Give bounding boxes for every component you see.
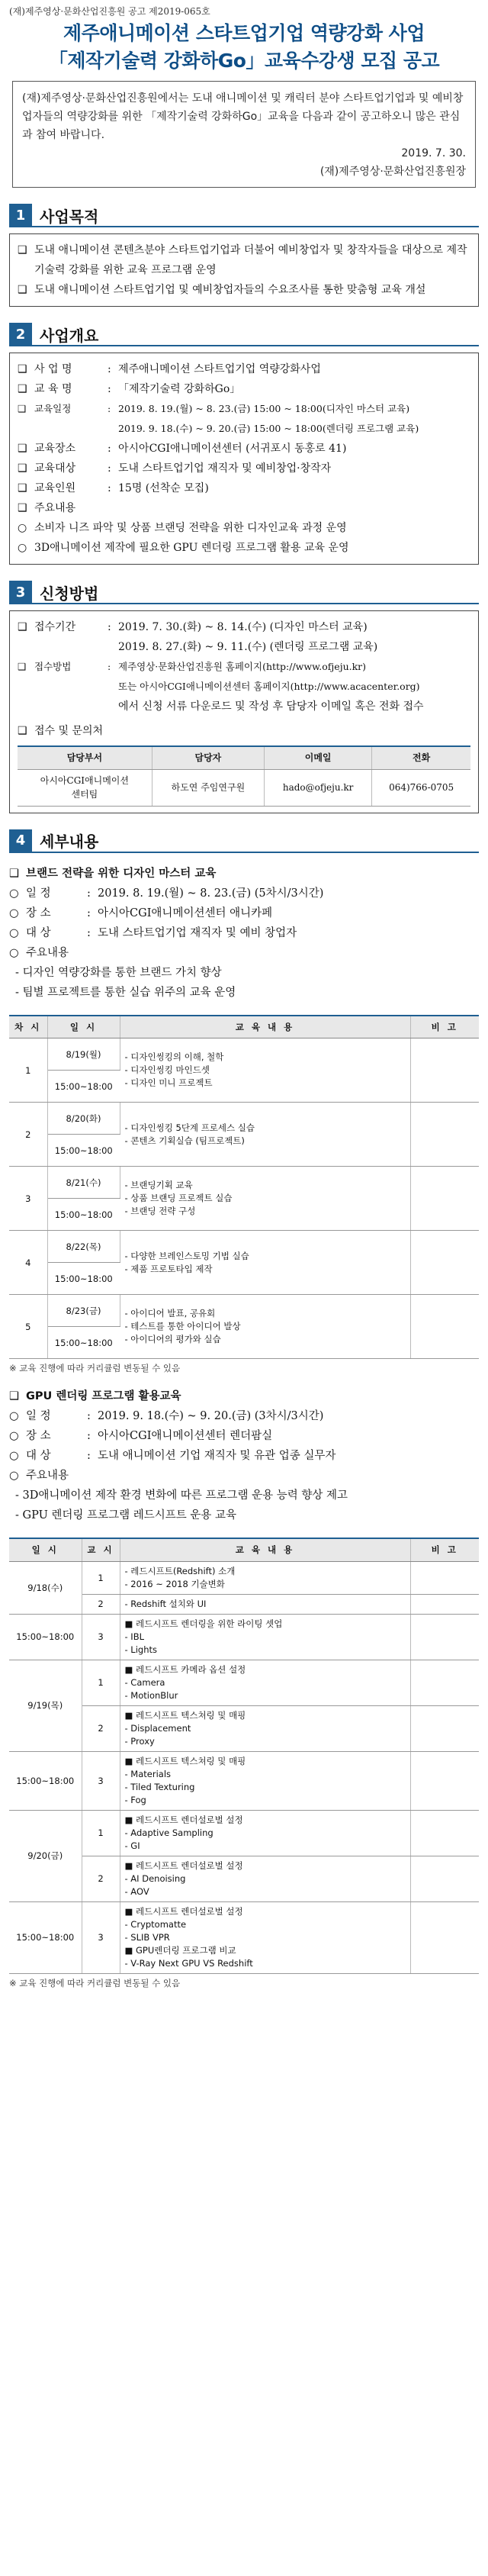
- session-content: [120, 1856, 410, 1901]
- content-list: [120, 1706, 410, 1751]
- content-item: - 디자인씽킹 5단계 프로세스 실습: [124, 1122, 255, 1133]
- gpu-course-info: ❑ GPU 렌더링 프로그램 활용교육 ○ 일 정 : 2019. 9. 18.(수) ~ 9. 20.(금) (3차시/3시간) ○ 장 소 : 아시아CGI애니메이션센터 렌더팜실 ○ 대 상 : 도내 애니메이션 기업 재직자 및 유관 업종 실무자 ○ 주요내용 - 3D애니메이션 제작 환경 변화에 따른 프로그램 운용 능력 향상 제고 - GPU 렌더링 프로그램 레드시프트 운용 교육: [9, 1386, 479, 1525]
- title-block: [9, 17, 479, 75]
- design-table-note: ※ 교육 진행에 따라 커리큘럼 변동될 수 있음: [9, 1363, 181, 1373]
- field-value: 제주애니메이션 스타트업기업 역량강화사업: [118, 363, 321, 375]
- course-title: 브랜드 전략을 위한 디자인 마스터 교육: [26, 867, 217, 880]
- contact-dept: 아시아CGI애니메이션 센터팀: [18, 769, 152, 806]
- circle-bullet-icon: ○: [9, 1450, 19, 1462]
- session-content: [120, 1038, 410, 1103]
- checkbox-bullet-icon: ❑: [18, 383, 27, 395]
- content-item: - MotionBlur: [124, 1689, 178, 1701]
- period-number: 3: [82, 1751, 120, 1810]
- field-label: 교육인원: [34, 482, 76, 494]
- table-row: [9, 1231, 479, 1263]
- session-remark: [410, 1295, 479, 1359]
- content-item: ■ 레드시프트 텍스쳐링 및 매핑: [124, 1709, 246, 1721]
- content-item: - GI: [124, 1840, 140, 1851]
- period-number: 3: [82, 1901, 120, 1973]
- period-number: 2: [82, 1594, 120, 1614]
- session-time: 15:00~18:00: [47, 1327, 120, 1359]
- field-value: 2019. 9. 18.(수) ~ 9. 20.(금) 15:00 ~ 18:00(렌더링 프로그램 교육): [118, 423, 419, 434]
- session-remark: [410, 1103, 479, 1167]
- field-value: 3D애니메이션 제작에 필요한 GPU 렌더링 프로그램 활용 교육 운영: [34, 542, 349, 554]
- checkbox-bullet-icon: ❑: [18, 725, 27, 737]
- content-item: - Redshift 설치와 UI: [124, 1598, 207, 1609]
- session-remark: [410, 1660, 479, 1705]
- content-item: - Proxy: [124, 1735, 155, 1747]
- table-row: [9, 1561, 479, 1594]
- field-value: 아시아CGI애니메이션센터 (서귀포시 동홍로 41): [118, 443, 347, 455]
- content-item: - 브랜딩 전략 구성: [124, 1206, 196, 1216]
- title-line-2: 「제작기술력 강화하Go」교육수강생 모집 공고: [48, 50, 440, 72]
- gpu-table-note: ※ 교육 진행에 따라 커리큘럼 변동될 수 있음: [9, 1977, 181, 1988]
- content-list: [120, 1615, 410, 1660]
- field-value: 「제작기술력 강화하Go」: [118, 383, 241, 395]
- session-content: [120, 1103, 410, 1167]
- session-date: 9/18(수): [9, 1561, 82, 1614]
- period-number: 1: [82, 1810, 120, 1856]
- section-number: 2: [9, 323, 32, 346]
- content-list: [120, 1660, 410, 1705]
- session-content: [120, 1167, 410, 1231]
- session-remark: [410, 1751, 479, 1810]
- section-title: 사업개요: [40, 326, 99, 345]
- content-item: - SLIB VPR: [124, 1931, 170, 1943]
- session-content: [120, 1660, 410, 1705]
- notice-body: (재)제주영상·문화산업진흥원에서는 도내 애니메이션 및 캐릭터 분야 스타트업기업과 및 예비창업자들의 역량강화를 위한 「제작기술력 강화하Go」교육을 다음과 같이 공고하오니 많은 관심과 참여 바랍니다.: [22, 92, 464, 141]
- table-header: 일 시: [9, 1538, 82, 1561]
- notice-date: 2019. 7. 30.: [401, 147, 466, 159]
- section-title: 사업목적: [40, 207, 99, 226]
- session-content: [120, 1231, 410, 1295]
- field-value: 제주영상·문화산업진흥원 홈페이지(http://www.ofjeju.kr): [118, 661, 367, 672]
- notice-box: [12, 81, 476, 188]
- session-number: 5: [9, 1295, 47, 1359]
- content-list: [120, 1856, 410, 1901]
- design-schedule-table: [9, 1015, 479, 1360]
- content-list: [120, 1119, 410, 1151]
- content-item: - IBL: [124, 1631, 144, 1642]
- checkbox-bullet-icon: ❑: [18, 443, 27, 455]
- content-item: ■ GPU렌더링 프로그램 비교: [124, 1944, 236, 1956]
- checkbox-bullet-icon: ❑: [9, 1390, 19, 1402]
- session-remark: [410, 1614, 479, 1660]
- content-item: - Lights: [124, 1644, 157, 1655]
- circle-bullet-icon: ○: [9, 887, 19, 900]
- checkbox-bullet-icon: ❑: [18, 403, 27, 414]
- section-header-overview: [9, 324, 479, 346]
- session-date: 8/20(화): [47, 1103, 120, 1135]
- content-item: - AI Denoising: [124, 1872, 186, 1884]
- content-item: - 아이디어 발표, 공유회: [124, 1308, 216, 1319]
- content-item: - 아이디어의 평가와 실습: [124, 1334, 221, 1344]
- session-time: 15:00~18:00: [9, 1751, 82, 1810]
- content-item: - AOV: [124, 1885, 149, 1897]
- gpu-schedule-table: [9, 1538, 479, 1974]
- content-list: [120, 1176, 410, 1221]
- field-label: 접수기간: [34, 621, 76, 633]
- table-header: 일 시: [47, 1016, 120, 1038]
- section-header-purpose: [9, 204, 479, 227]
- circle-bullet-icon: ○: [18, 522, 27, 534]
- table-row: [18, 769, 470, 806]
- content-item: - Materials: [124, 1768, 172, 1779]
- content-list: [120, 1048, 410, 1093]
- field-value: 2019. 8. 27.(화) ~ 9. 11.(수) (렌더링 프로그램 교육): [118, 641, 378, 653]
- content-list: [120, 1595, 410, 1614]
- table-header: 교 시: [82, 1538, 120, 1561]
- notice-org: (재)제주영상·문화산업진흥원장: [319, 166, 466, 178]
- table-row: [9, 1810, 479, 1856]
- field-label: 접수 및 문의처: [34, 725, 104, 737]
- session-date: 8/22(목): [47, 1231, 120, 1263]
- session-content: [120, 1614, 410, 1660]
- session-remark: [410, 1167, 479, 1231]
- field-value: 2019. 8. 19.(월) ~ 8. 23.(금) 15:00 ~ 18:00(디자인 마스터 교육): [118, 403, 410, 414]
- content-item: - 브랜딩기획 교육: [124, 1180, 193, 1190]
- purpose-box: [9, 233, 479, 307]
- session-time: 15:00~18:00: [47, 1199, 120, 1231]
- checkbox-bullet-icon: ❑: [18, 621, 27, 633]
- content-list: [120, 1304, 410, 1349]
- checkbox-bullet-icon: ❑: [18, 284, 27, 296]
- session-time: 15:00~18:00: [9, 1901, 82, 1973]
- checkbox-bullet-icon: ❑: [18, 363, 27, 375]
- session-date: 9/20(금): [9, 1810, 82, 1901]
- content-item: - Fog: [124, 1794, 146, 1805]
- content-item: - 레드시프트(Redshift) 소개: [124, 1565, 236, 1576]
- field-value: 15명 (선착순 모집): [118, 482, 209, 494]
- session-time: 15:00~18:00: [47, 1263, 120, 1295]
- contact-email[interactable]: hado@ofjeju.kr: [265, 769, 372, 806]
- field-value: 도내 스타트업기업 재직자 및 예비창업·창작자: [118, 462, 332, 475]
- session-content: [120, 1561, 410, 1594]
- content-item: ■ 레드시프트 렌더설로벌 설정: [124, 1860, 243, 1871]
- checkbox-bullet-icon: ❑: [9, 867, 19, 880]
- content-item: - Camera: [124, 1676, 165, 1688]
- content-item: - 제품 프로토타입 제작: [124, 1263, 213, 1274]
- content-item: - 다양한 브레인스토밍 기법 실습: [124, 1250, 249, 1261]
- session-number: 1: [9, 1038, 47, 1103]
- contact-person: 하도연 주임연구원: [152, 769, 264, 806]
- table-row: [9, 1167, 479, 1199]
- apply-box: ❑ 접수기간 : 2019. 7. 30.(화) ~ 8. 14.(수) (디자인 마스터 교육) 2019. 8. 27.(화) ~ 9. 11.(수) (렌더링 프로그램 교육) ❑ 접수방법 : 제주영상·문화산업진흥원 홈페이지(http://www.ofjeju.kr) 또는 아시아CGI애니메이션센터 홈페이지(http://www.acacenter.org) 에서 신청 서류 다운로드 및 작성 후 담당자 이메일 혹은 전화 접수 ❑ 접수 및 문의처 담당부서 담당자 이메일 전화 아시아CGI애니메이션 센터팀 하도연 주임연구원 hado@ofjeju.kr 064)766-0705: [9, 610, 479, 813]
- session-time: 15:00~18:00: [9, 1614, 82, 1660]
- content-list: [120, 1811, 410, 1856]
- field-label: 교 육 명: [34, 383, 72, 395]
- session-remark: [410, 1561, 479, 1594]
- content-item: ■ 레드시프트 렌더설로벌 설정: [124, 1905, 243, 1917]
- period-number: 1: [82, 1660, 120, 1705]
- field-label: 접수방법: [34, 661, 72, 672]
- session-content: [120, 1594, 410, 1614]
- table-row: [9, 1295, 479, 1327]
- content-item: - 콘텐츠 기획실습 (팀프로젝트): [124, 1135, 245, 1146]
- table-row: [9, 1614, 479, 1660]
- session-remark: [410, 1705, 479, 1751]
- table-row: [9, 1660, 479, 1705]
- section-number: 4: [9, 829, 32, 852]
- content-list: [120, 1562, 410, 1594]
- content-item: - 디자인씽킹의 이해, 철학: [124, 1051, 224, 1062]
- purpose-item: 도내 애니메이션 스타트업기업 및 예비창업자들의 수요조사를 통한 맞춤형 교육 개설: [34, 284, 426, 296]
- table-header: 교 육 내 용: [120, 1538, 410, 1561]
- content-item: ■ 레드시프트 카메라 옵션 설정: [124, 1663, 246, 1675]
- content-item: - Adaptive Sampling: [124, 1827, 214, 1838]
- table-row: [9, 1751, 479, 1810]
- session-date: 9/19(목): [9, 1660, 82, 1751]
- session-remark: [410, 1594, 479, 1614]
- content-item: - V-Ray Next GPU VS Redshift: [124, 1957, 253, 1969]
- table-header: 전화: [372, 746, 470, 769]
- overview-box: ❑ 사 업 명 : 제주애니메이션 스타트업기업 역량강화사업 ❑ 교 육 명 : 「제작기술력 강화하Go」 ❑ 교육일정 : 2019. 8. 19.(월) ~ 8. 23.(금) 15:00 ~ 18:00(디자인 마스터 교육) 2019. 9. 18.(수) ~ 9. 20.(금) 15:00 ~ 18:00(렌더링 프로그램 교육) ❑ 교육장소 : 아시아CGI애니메이션센터 (서귀포시 동홍로 41) ❑ 교육대상 : 도내 스타트업기업 재직자 및 예비창업·창작자 ❑ 교육인원 : 15명 (선착순 모집) ❑ 주요내용 ○ 소비자 니즈 파악 및 상품 브랜딩 전략을 위한 디자인교육 과정 운영 ○ 3D애니메이션 제작에 필요한 GPU 렌더링 프로그램 활용 교육 운영: [9, 353, 479, 565]
- contact-table: [18, 745, 470, 807]
- content-item: - 디자인씽킹 마인드셋: [124, 1064, 210, 1075]
- session-content: [120, 1901, 410, 1973]
- session-remark: [410, 1810, 479, 1856]
- session-remark: [410, 1856, 479, 1901]
- table-header: 차 시: [9, 1016, 47, 1038]
- announcement-number: (재)제주영상·문화산업진흥원 공고 제2019-065호: [9, 6, 210, 17]
- field-value: 2019. 7. 30.(화) ~ 8. 14.(수) (디자인 마스터 교육): [118, 621, 368, 633]
- section-title: 세부내용: [40, 832, 99, 851]
- session-number: 2: [9, 1103, 47, 1167]
- session-date: 8/23(금): [47, 1295, 120, 1327]
- session-time: 15:00~18:00: [47, 1071, 120, 1103]
- circle-bullet-icon: ○: [9, 1430, 19, 1442]
- session-time: 15:00~18:00: [47, 1135, 120, 1167]
- checkbox-bullet-icon: ❑: [18, 462, 27, 475]
- table-header: 비 고: [410, 1538, 479, 1561]
- field-label: 교육장소: [34, 443, 76, 455]
- table-header: 교 육 내 용: [120, 1016, 410, 1038]
- circle-bullet-icon: ○: [9, 926, 19, 939]
- checkbox-bullet-icon: ❑: [18, 482, 27, 494]
- period-number: 3: [82, 1614, 120, 1660]
- session-number: 3: [9, 1167, 47, 1231]
- table-row: [9, 1038, 479, 1071]
- session-content: [120, 1810, 410, 1856]
- content-item: - 테스트를 통한 아이디어 발상: [124, 1321, 241, 1331]
- checkbox-bullet-icon: ❑: [18, 502, 27, 514]
- circle-bullet-icon: ○: [9, 906, 19, 919]
- session-date: 8/21(수): [47, 1167, 120, 1199]
- period-number: 2: [82, 1705, 120, 1751]
- checkbox-bullet-icon: ❑: [18, 661, 27, 672]
- field-label: 사 업 명: [34, 363, 72, 375]
- session-content: [120, 1705, 410, 1751]
- period-number: 2: [82, 1856, 120, 1901]
- table-row: [9, 1103, 479, 1135]
- session-remark: [410, 1901, 479, 1973]
- table-header: 비 고: [410, 1016, 479, 1038]
- content-item: - Cryptomatte: [124, 1918, 187, 1930]
- content-item: - 상품 브랜딩 프로젝트 실습: [124, 1193, 233, 1203]
- content-item: - 디자인 미니 프로젝트: [124, 1077, 213, 1088]
- table-header: 담당부서: [18, 746, 152, 769]
- contact-phone: 064)766-0705: [372, 769, 470, 806]
- field-label: 주요내용: [34, 502, 76, 514]
- circle-bullet-icon: ○: [9, 946, 19, 959]
- content-item: - 2016 ~ 2018 기술변화: [124, 1578, 225, 1589]
- content-list: [120, 1752, 410, 1810]
- field-value: 소비자 니즈 파악 및 상품 브랜딩 전략을 위한 디자인교육 과정 운영: [34, 522, 347, 534]
- purpose-item: 도내 애니메이션 콘텐츠분야 스타트업기업과 더불어 예비창업자 및 창작자들을 대상으로 제작 기술력 강화를 위한 교육 프로그램 운영: [34, 244, 467, 276]
- section-number: 1: [9, 204, 32, 227]
- session-number: 4: [9, 1231, 47, 1295]
- session-date: 8/19(월): [47, 1038, 120, 1071]
- session-content: [120, 1751, 410, 1810]
- period-number: 1: [82, 1561, 120, 1594]
- section-number: 3: [9, 581, 32, 604]
- checkbox-bullet-icon: ❑: [18, 244, 27, 256]
- session-remark: [410, 1231, 479, 1295]
- content-item: ■ 레드시프트 렌더설로벌 설정: [124, 1814, 243, 1825]
- course-title: GPU 렌더링 프로그램 활용교육: [26, 1390, 181, 1402]
- content-item: - Tiled Texturing: [124, 1781, 195, 1792]
- section-header-apply: [9, 581, 479, 604]
- field-label: 교육대상: [34, 462, 76, 475]
- field-value: 에서 신청 서류 다운로드 및 작성 후 담당자 이메일 혹은 전화 접수: [118, 700, 424, 713]
- content-item: - Displacement: [124, 1722, 191, 1734]
- session-content: [120, 1295, 410, 1359]
- content-item: ■ 레드시프트 렌더링을 위한 라이팅 셋업: [124, 1618, 283, 1629]
- title-line-1: 제주애니메이션 스타트업기업 역량강화 사업: [63, 22, 425, 44]
- content-item: ■ 레드시프트 텍스쳐링 및 매핑: [124, 1755, 246, 1766]
- circle-bullet-icon: ○: [18, 542, 27, 554]
- circle-bullet-icon: ○: [9, 1470, 19, 1482]
- content-list: [120, 1902, 410, 1973]
- field-value: 또는 아시아CGI애니메이션센터 홈페이지(http://www.acacenter.org): [118, 681, 420, 692]
- session-remark: [410, 1038, 479, 1103]
- circle-bullet-icon: ○: [9, 1410, 19, 1422]
- section-header-details: [9, 830, 479, 853]
- field-label: 교육일정: [34, 403, 72, 414]
- table-header: 담당자: [152, 746, 264, 769]
- design-course-info: ❑ 브랜드 전략을 위한 디자인 마스터 교육 ○ 일 정 : 2019. 8. 19.(월) ~ 8. 23.(금) (5차시/3시간) ○ 장 소 : 아시아CGI애니메이션센터 애니카페 ○ 대 상 : 도내 스타트업기업 재직자 및 예비 창업자 ○ 주요내용 - 디자인 역량강화를 통한 브랜드 가치 향상 - 팀별 프로젝트를 통한 실습 위주의 교육 운영: [9, 864, 479, 1003]
- content-list: [120, 1247, 410, 1279]
- table-header: 이메일: [265, 746, 372, 769]
- section-title: 신청방법: [40, 584, 99, 603]
- table-row: [9, 1901, 479, 1973]
